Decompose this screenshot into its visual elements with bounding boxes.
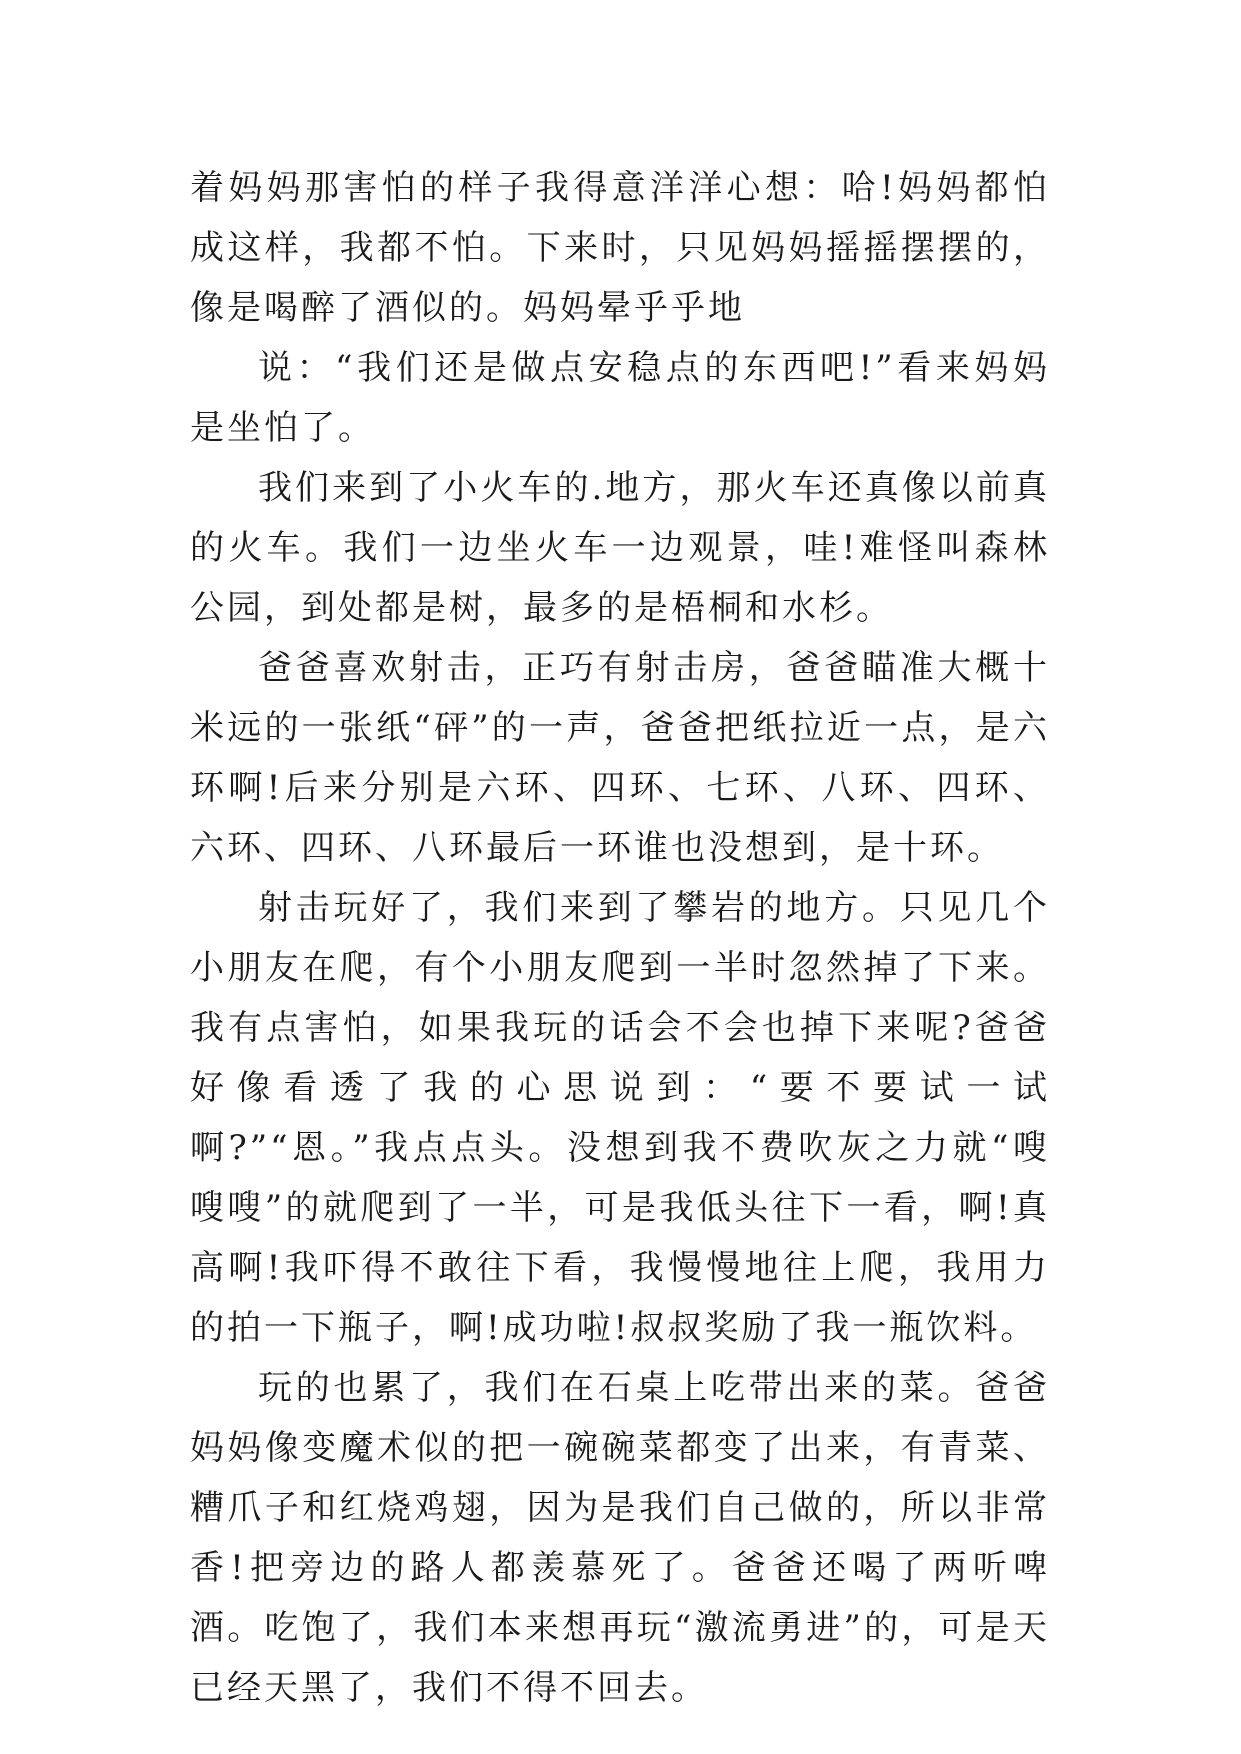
paragraph: 玩的也累了，我们在石桌上吃带出来的菜。爸爸妈妈像变魔术似的把一碗碗菜都变了出来，有青菜、糟爪子和红烧鸡翅，因为是我们自己做的，所以非常香!把旁边的路人都羡慕死了。爸爸还喝了两听啤酒。吃饱了，我们本来想再玩“激流勇进”的，可是天已经天黑了，我们不得不回去。 — [190, 1368, 1050, 1708]
paragraph: 着妈妈那害怕的样子我得意洋洋心想：哈!妈妈都怕成这样，我都不怕。下来时，只见妈妈摇摇摆摆的，像是喝醉了酒似的。妈妈晕乎乎地 — [190, 168, 1050, 328]
document-page — [190, 158, 1050, 1718]
paragraph: 我们来到了小火车的.地方，那火车还真像以前真的火车。我们一边坐火车一边观景，哇!难怪叫森林公园，到处都是树，最多的是梧桐和水杉。 — [190, 468, 1050, 628]
paragraph: 射击玩好了，我们来到了攀岩的地方。只见几个小朋友在爬，有个小朋友爬到一半时忽然掉了下来。我有点害怕，如果我玩的话会不会也掉下来呢?爸爸好像看透了我的心思说到：“要不要试一试啊?”“恩。”我点点头。没想到我不费吹灰之力就“嗖嗖嗖”的就爬到了一半，可是我低头往下一看，啊!真高啊!我吓得不敢往下看，我慢慢地往上爬，我用力的拍一下瓶子，啊!成功啦!叔叔奖励了我一瓶饮料。 — [190, 888, 1050, 1348]
paragraph: 爸爸喜欢射击，正巧有射击房，爸爸瞄准大概十米远的一张纸“砰”的一声，爸爸把纸拉近一点，是六环啊!后来分别是六环、四环、七环、八环、四环、六环、四环、八环最后一环谁也没想到，是十环。 — [190, 648, 1050, 868]
paragraph: 说：“我们还是做点安稳点的东西吧!”看来妈妈是坐怕了。 — [190, 348, 1050, 448]
